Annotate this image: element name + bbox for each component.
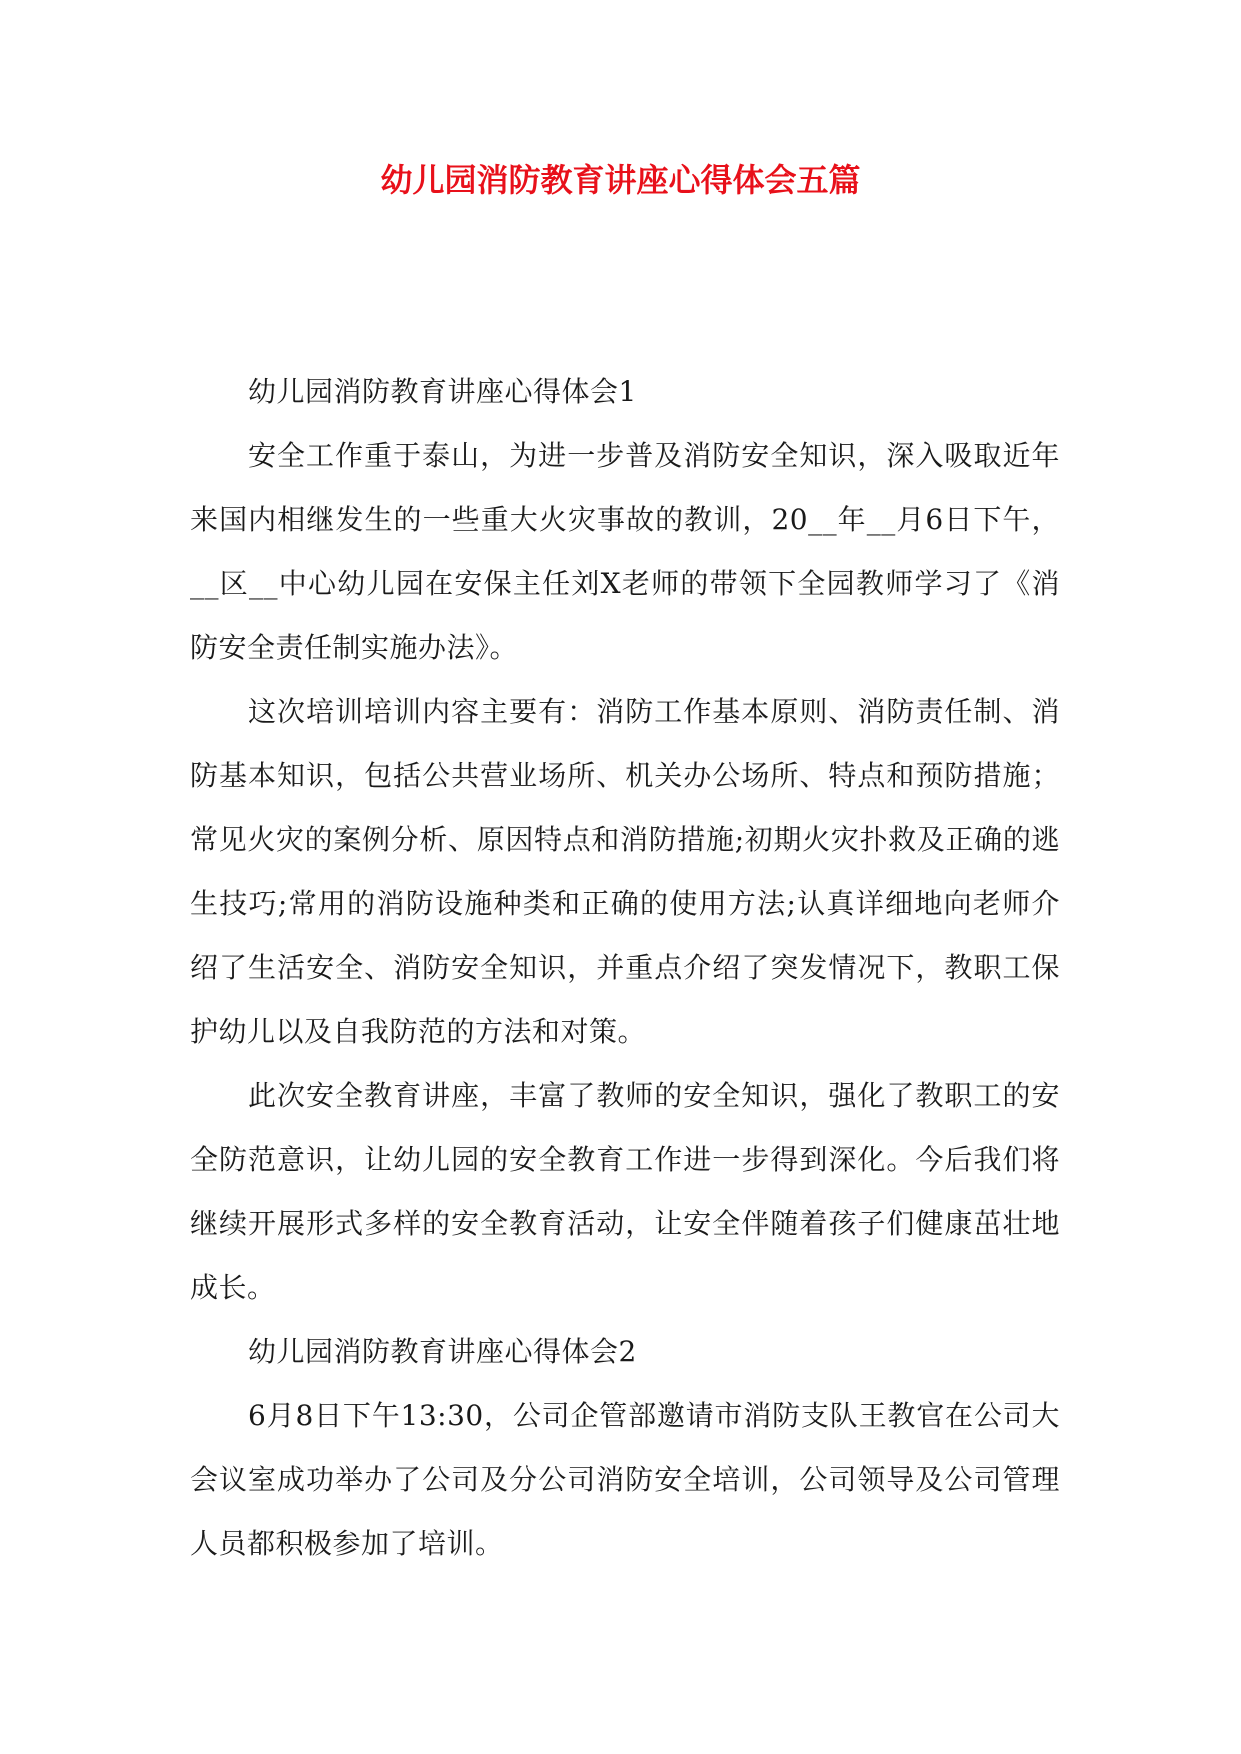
document-title: 幼儿园消防教育讲座心得体会五篇 bbox=[380, 161, 861, 199]
paragraph: 6月8日下午13:30，公司企管部邀请市消防支队王教官在公司大会议室成功举办了公司及分公司消防安全培训，公司领导及公司管理人员都积极参加了培训。 bbox=[190, 1399, 1060, 1560]
document-body bbox=[190, 360, 1060, 1576]
section-heading-2: 幼儿园消防教育讲座心得体会2 bbox=[248, 1335, 637, 1368]
paragraph: 安全工作重于泰山，为进一步普及消防安全知识，深入吸取近年来国内相继发生的一些重大火灾事故的教训，20__年__月6日下午，__区__中心幼儿园在安保主任刘X老师的带领下全园教师学习了《消防安全责任制实施办法》。 bbox=[190, 439, 1060, 664]
paragraph: 这次培训培训内容主要有：消防工作基本原则、消防责任制、消防基本知识，包括公共营业场所、机关办公场所、特点和预防措施；常见火灾的案例分析、原因特点和消防措施;初期火灾扑救及正确的逃生技巧;常用的消防设施种类和正确的使用方法;认真详细地向老师介绍了生活安全、消防安全知识，并重点介绍了突发情况下，教职工保护幼儿以及自我防范的方法和对策。 bbox=[190, 695, 1060, 1048]
section-heading-1: 幼儿园消防教育讲座心得体会1 bbox=[248, 375, 637, 408]
paragraph: 此次安全教育讲座，丰富了教师的安全知识，强化了教职工的安全防范意识，让幼儿园的安全教育工作进一步得到深化。今后我们将继续开展形式多样的安全教育活动，让安全伴随着孩子们健康茁壮地成长。 bbox=[190, 1079, 1060, 1304]
